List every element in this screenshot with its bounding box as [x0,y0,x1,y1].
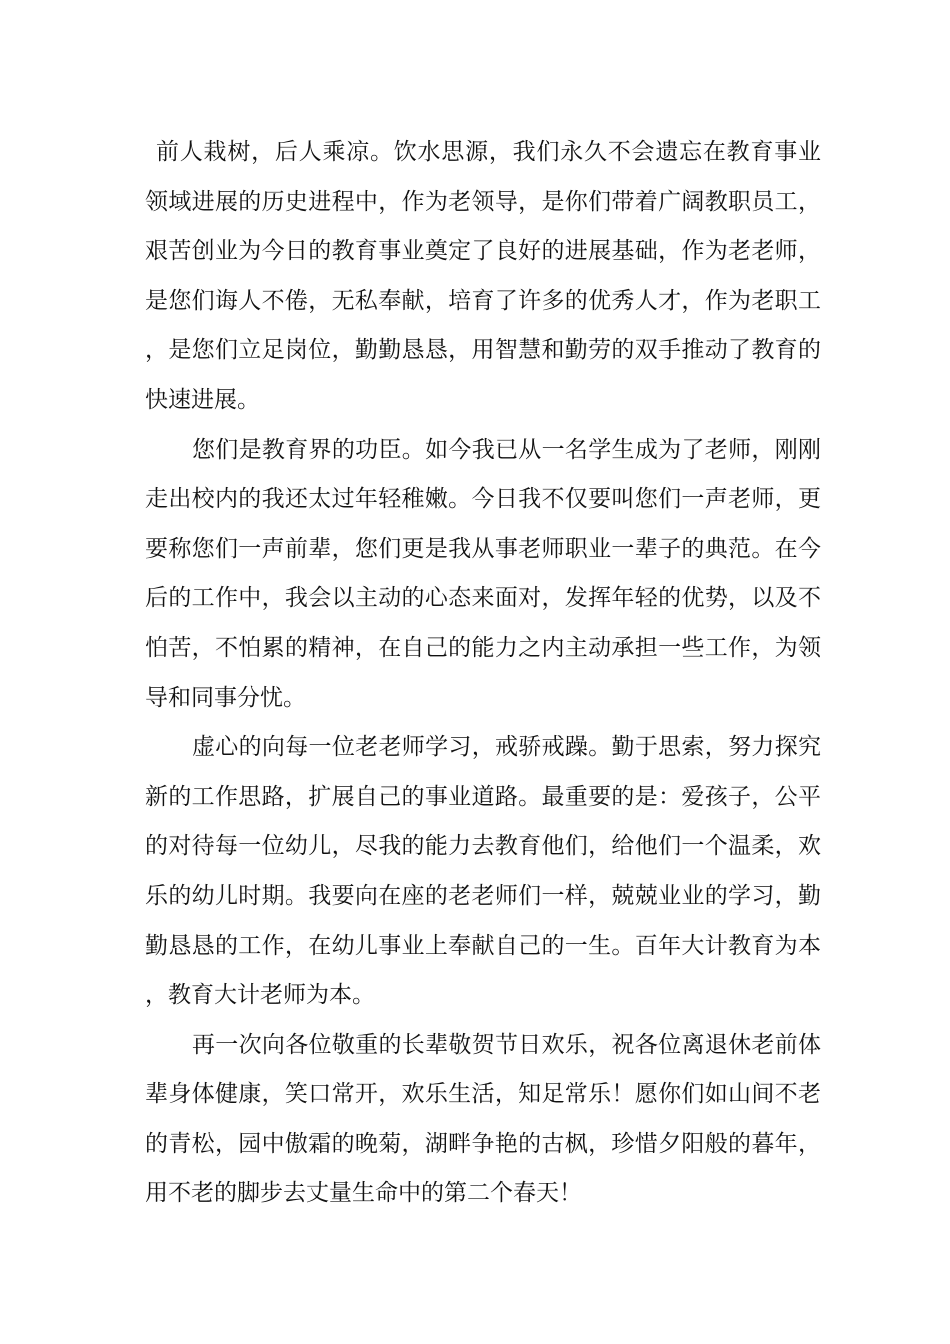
paragraph-2: 您们是教育界的功臣。如今我已从一名学生成为了老师，刚刚走出校内的我还太过年轻稚嫩。今日我不仅要叫您们一声老师，更要称您们一声前辈，您们更是我从事老师职业一辈子的典范。在今后的工作中，我会以主动的心态来面对，发挥年轻的优势，以及不怕苦，不怕累的精神，在自己的能力之内主动承担一些工作，为领导和同事分忧。 [145,436,821,711]
paragraph-1: 前人栽树，后人乘凉。饮水思源，我们永久不会遗忘在教育事业领域进展的历史进程中，作为老领导，是你们带着广阔教职员工，艰苦创业为今日的教育事业奠定了良好的进展基础，作为老老师，是您们诲人不倦，无私奉献，培育了许多的优秀人才，作为老职工，是您们立足岗位，勤勤恳恳，用智慧和勤劳的双手推动了教育的快速进展。 [145,139,821,413]
paragraph-3: 虚心的向每一位老老师学习，戒骄戒躁。勤于思索，努力探究新的工作思路，扩展自己的事业道路。最重要的是：爱孩子，公平的对待每一位幼儿，尽我的能力去教育他们，给他们一个温柔，欢乐的幼儿时期。我要向在座的老老师们一样，兢兢业业的学习，勤勤恳恳的工作，在幼儿事业上奉献自己的一生。百年大计教育为本，教育大计老师为本。 [145,734,821,1009]
document-body [145,128,821,1219]
paragraph-4: 再一次向各位敬重的长辈敬贺节日欢乐，祝各位离退休老前体辈身体健康，笑口常开，欢乐生活，知足常乐！愿你们如山间不老的青松，园中傲霜的晚菊，湖畔争艳的古枫，珍惜夕阳般的暮年，用不老的脚步去丈量生命中的第二个春天！ [145,1031,821,1207]
